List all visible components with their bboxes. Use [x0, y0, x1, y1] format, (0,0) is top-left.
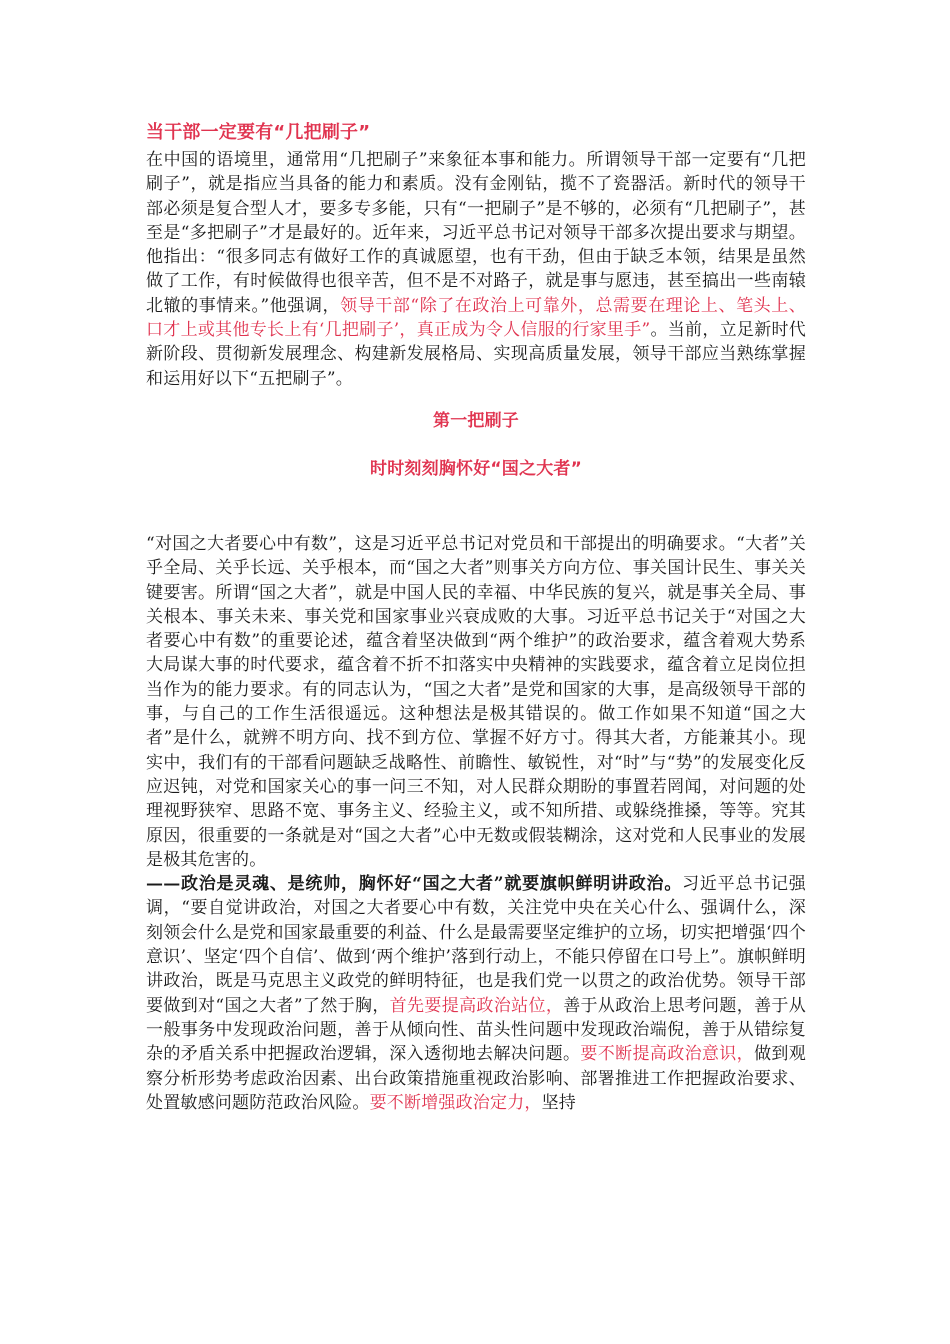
intro-text-end: 。当前，立足新时代新阶段、贯彻新发展理念、构建新发展格局、实现高质量发展，领导干部应当熟练掌握和运用好以下“五把刷子”。: [146, 320, 806, 389]
intro-paragraph: [146, 148, 806, 391]
paragraph-text-d: 坚持: [541, 1092, 577, 1113]
intro-highlight: 领导干部“除了在政治上可靠外，总需要在理论上、笔头上、口才上或其他专长上有‘几把刷子’，真正成为令人信服的行家里手”: [146, 295, 807, 341]
highlight-political-awareness: 要不断提高政治意识，: [580, 1044, 755, 1065]
highlight-political-resolve: 要不断增强政治定力，: [369, 1092, 542, 1113]
intro-text: 在中国的语境里，通常用“几把刷子”来象征本事和能力。所谓领导干部一定要有“几把刷子”，就是指应当具备的能力和素质。没有金刚钻，揽不了瓷器活。新时代的领导干部必须是复合型人才，要多专多能，只有“一把刷子”是不够的，必须有“几把刷子”，甚至是“多把刷子”才是最好的。近年来，习近平总书记对领导干部多次提出要求与期望。他指出：“很多同志有做好工作的真诚愿望，也有干劲，但由于缺乏本领，结果是虽然做了工作，有时候做得也很辛苦，但不是不对路子，就是事与愿违，甚至搞出一些南辕北辙的事情来。”他强调，: [146, 150, 806, 316]
highlight-political-stance: 首先要提高政治站位，: [389, 995, 564, 1016]
section-paragraph-2: [146, 872, 806, 1115]
paragraph-lead: ——政治是灵魂、是统帅，胸怀好“国之大者”就要旗帜鲜明讲政治。: [146, 874, 683, 895]
article-title: 当干部一定要有“几把刷子”: [146, 122, 371, 143]
document-page: [146, 118, 806, 1115]
section-paragraph-1: “对国之大者要心中有数”，这是习近平总书记对党员和干部提出的明确要求。“大者”关乎全局、关乎长远、关乎根本，而“国之大者”则事关方向方位、事关国计民生、事关关键要害。所谓“国之大者”，就是中国人民的幸福、中华民族的复兴，就是事关全局、事关根本、事关未来、事关党和国家事业兴衰成败的大事。习近平总书记关于“对国之大者要心中有数”的重要论述，蕴含着坚决做到“两个维护”的政治要求，蕴含着观大势系大局谋大事的时代要求，蕴含着不折不扣落实中央精神的实践要求，蕴含着立足岗位担当作为的能力要求。有的同志认为，“国之大者”是党和国家的大事，是高级领导干部的事，与自己的工作生活很遥远。这种想法是极其错误的。做工作如果不知道“国之大者”是什么，就辨不明方向、找不到方位、掌握不好方寸。得其大者，方能兼其小。现实中，我们有的干部看问题缺乏战略性、前瞻性、敏锐性，对“时”与“势”的发展变化反应迟钝，对党和国家关心的事一问三不知，对人民群众期盼的事置若罔闻，对问题的处理视野狭窄、思路不宽、事务主义、经验主义，或不知所措、或躲绕推搡，等等。究其原因，很重要的一条就是对“国之大者”心中无数或假装糊涂，这对党和人民事业的发展是极其危害的。: [146, 533, 806, 870]
section-subheading: 时时刻刻胸怀好“国之大者”: [370, 458, 582, 479]
paragraph-text-a: 习近平总书记强调，“要自觉讲政治，对国之大者要心中有数，关注党中央在关心什么、强调什么，深刻领会什么是党和国家最重要的利益、什么是最需要坚定维护的立场，切实把增强‘四个意识’、坚定‘四个自信’、做到‘两个维护’落到行动上，不能只停留在口号上”。旗帜鲜明讲政治，既是马克思主义政党的鲜明特征，也是我们党一以贯之的政治优势。领导干部要做到对“国之大者”了然于胸，: [146, 874, 806, 1016]
paragraph-text-b: 善于从政治上思考问题，善于从一般事务中发现政治问题，善于从倾向性、苗头性问题中发现政治端倪，善于从错综复杂的矛盾关系中把握政治逻辑，深入透彻地去解决问题。: [146, 995, 806, 1065]
paragraph-text-c: 做到观察分析形势考虑政治因素、出台政策措施重视政治影响、部署推进工作把握政治要求、处置敏感问题防范政治风险。: [146, 1044, 807, 1113]
section-heading: 第一把刷子: [433, 410, 519, 431]
